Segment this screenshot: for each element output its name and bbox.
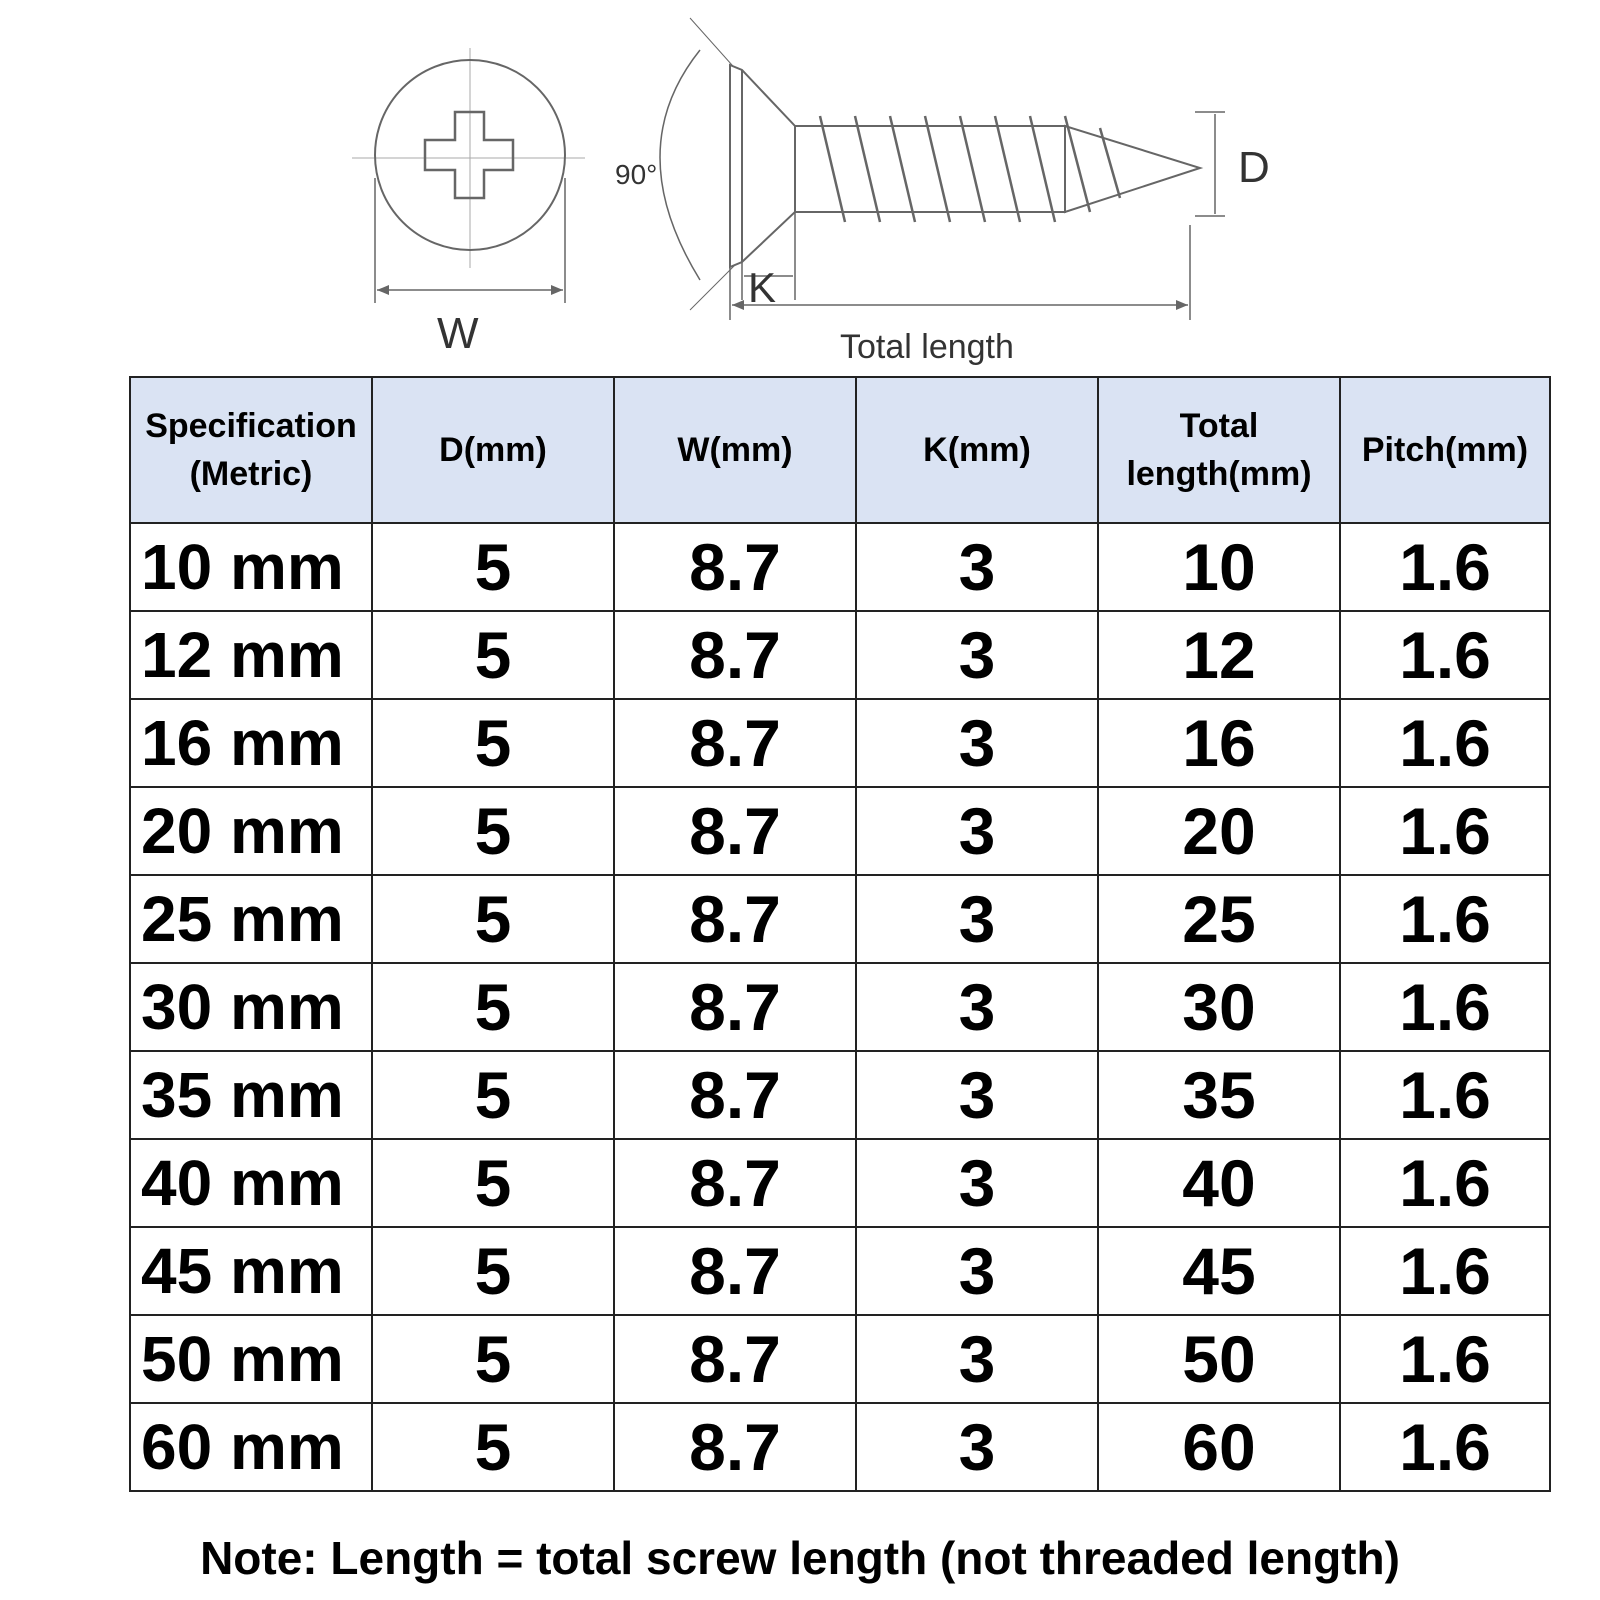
pitch-cell: 1.6 [1340,1315,1550,1403]
spec-cell: 25 mm [130,875,372,963]
screw-head-top-view [352,48,585,303]
spec-cell: 40 mm [130,1139,372,1227]
w-cell: 8.7 [614,787,856,875]
total-length-cell: 45 [1098,1227,1340,1315]
pitch-cell: 1.6 [1340,523,1550,611]
k-cell: 3 [856,787,1098,875]
d-cell: 5 [372,611,614,699]
specification-table [129,376,1551,1492]
table-row [130,1227,1550,1315]
table-header-row [130,377,1550,523]
d-cell: 5 [372,1139,614,1227]
d-cell: 5 [372,1227,614,1315]
w-cell: 8.7 [614,1227,856,1315]
d-cell: 5 [372,1315,614,1403]
w-cell: 8.7 [614,1403,856,1491]
table-row [130,611,1550,699]
total-length-cell: 30 [1098,963,1340,1051]
header-k: K(mm) [856,377,1098,523]
spec-cell: 20 mm [130,787,372,875]
w-cell: 8.7 [614,1051,856,1139]
table-row [130,1139,1550,1227]
w-cell: 8.7 [614,1315,856,1403]
total-length-cell: 35 [1098,1051,1340,1139]
d-cell: 5 [372,1051,614,1139]
d-cell: 5 [372,963,614,1051]
total-length-cell: 12 [1098,611,1340,699]
header-w: W(mm) [614,377,856,523]
k-cell: 3 [856,1227,1098,1315]
table-row [130,1403,1550,1491]
head-width-label: W [437,309,479,358]
k-cell: 3 [856,963,1098,1051]
k-cell: 3 [856,1051,1098,1139]
table-row [130,875,1550,963]
header-pitch: Pitch(mm) [1340,377,1550,523]
k-cell: 3 [856,875,1098,963]
diameter-label: D [1238,143,1270,192]
screw-side-view [660,18,1225,320]
pitch-cell: 1.6 [1340,1403,1550,1491]
table-row [130,523,1550,611]
table-row [130,963,1550,1051]
k-cell: 3 [856,1139,1098,1227]
pitch-cell: 1.6 [1340,787,1550,875]
total-length-cell: 40 [1098,1139,1340,1227]
d-cell: 5 [372,523,614,611]
pitch-cell: 1.6 [1340,1139,1550,1227]
k-cell: 3 [856,1315,1098,1403]
total-length-cell: 20 [1098,787,1340,875]
pitch-cell: 1.6 [1340,875,1550,963]
pitch-cell: 1.6 [1340,611,1550,699]
d-cell: 5 [372,1403,614,1491]
header-d: D(mm) [372,377,614,523]
k-cell: 3 [856,523,1098,611]
header-specification: Specification (Metric) [130,377,372,523]
total-length-cell: 50 [1098,1315,1340,1403]
spec-cell: 30 mm [130,963,372,1051]
table-row [130,699,1550,787]
spec-cell: 16 mm [130,699,372,787]
total-length-cell: 16 [1098,699,1340,787]
table-row [130,1051,1550,1139]
w-cell: 8.7 [614,611,856,699]
k-cell: 3 [856,611,1098,699]
spec-cell: 50 mm [130,1315,372,1403]
w-cell: 8.7 [614,699,856,787]
total-length-cell: 25 [1098,875,1340,963]
w-cell: 8.7 [614,875,856,963]
k-cell: 3 [856,1403,1098,1491]
table-row [130,1315,1550,1403]
pitch-cell: 1.6 [1340,963,1550,1051]
w-cell: 8.7 [614,523,856,611]
header-total-length: Total length(mm) [1098,377,1340,523]
d-cell: 5 [372,875,614,963]
total-length-cell: 10 [1098,523,1340,611]
w-cell: 8.7 [614,963,856,1051]
total-length-label: Total length [840,328,1014,366]
screw-dimension-diagram [0,0,1600,370]
spec-cell: 35 mm [130,1051,372,1139]
pitch-cell: 1.6 [1340,1051,1550,1139]
head-height-label: K [748,264,777,311]
k-cell: 3 [856,699,1098,787]
angle-label: 90° [615,159,658,190]
length-note: Note: Length = total screw length (not threaded length) [200,1532,1400,1584]
pitch-cell: 1.6 [1340,1227,1550,1315]
spec-cell: 60 mm [130,1403,372,1491]
d-cell: 5 [372,787,614,875]
table-row [130,787,1550,875]
spec-cell: 12 mm [130,611,372,699]
d-cell: 5 [372,699,614,787]
spec-cell: 45 mm [130,1227,372,1315]
pitch-cell: 1.6 [1340,699,1550,787]
w-cell: 8.7 [614,1139,856,1227]
table-body [130,523,1550,1491]
total-length-cell: 60 [1098,1403,1340,1491]
spec-cell: 10 mm [130,523,372,611]
